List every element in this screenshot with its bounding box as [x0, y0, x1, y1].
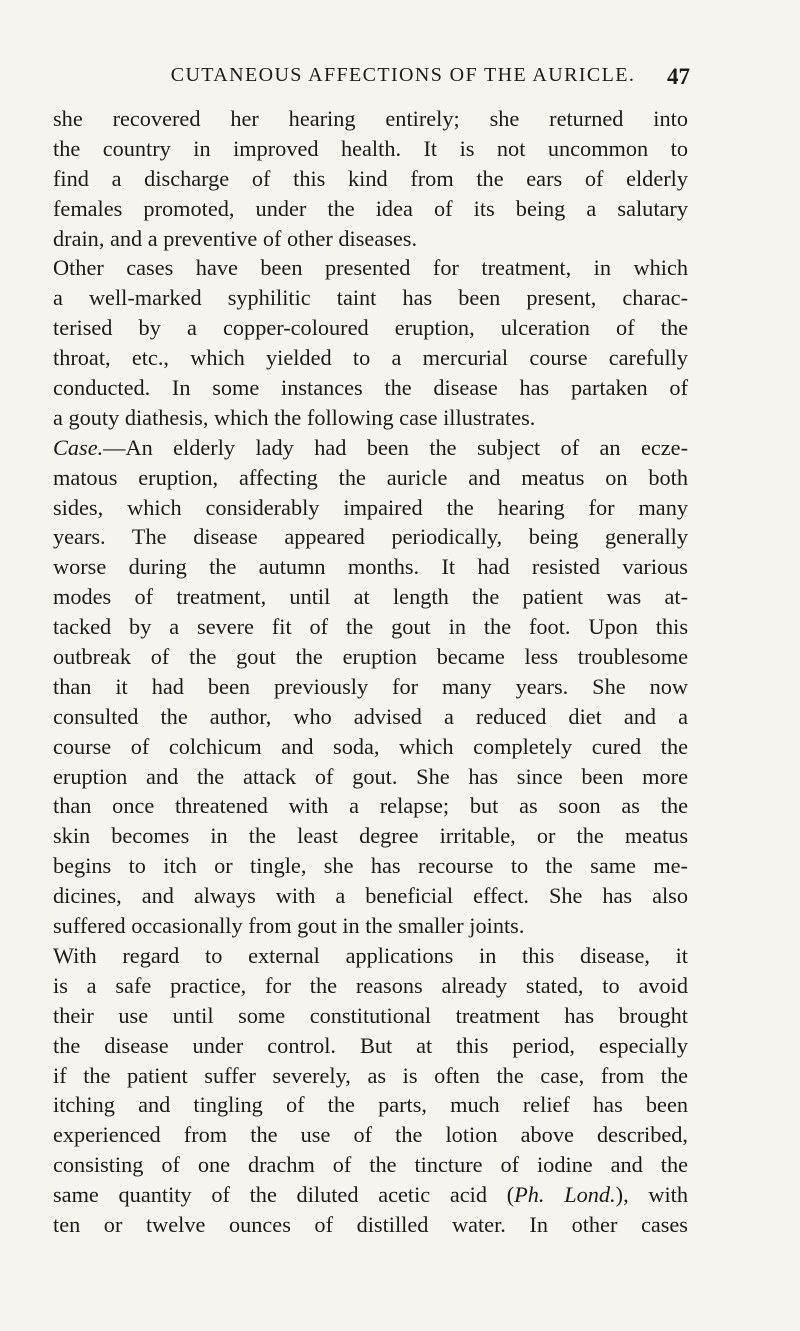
text-line: eruption and the attack of gout. She has since been more	[53, 763, 688, 789]
text-line: females promoted, under the idea of its being a salutary	[53, 195, 688, 221]
text-line: ten or twelve ounces of distilled water. In other cases	[53, 1211, 688, 1237]
citation-pharmacopoeia: Ph. Lond.	[514, 1182, 616, 1208]
text-line: terised by a copper-coloured eruption, ulceration of the	[53, 315, 688, 341]
text-line: experienced from the use of the lotion above described,	[53, 1122, 688, 1148]
text-line: Other cases have been presented for treatment, in which	[53, 255, 688, 281]
text-line: than once threatened with a relapse; but as soon as the	[53, 793, 688, 819]
text-line-citation	[53, 1180, 688, 1210]
case-text: —An elderly lady had been the subject of an ecze-	[103, 434, 688, 460]
text-line: find a discharge of this kind from the ears of elderly	[53, 165, 688, 191]
text-line: suffered occasionally from gout in the smaller joints.	[53, 913, 525, 939]
text-line: With regard to external applications in this disease, it	[53, 942, 688, 968]
text-line: consulted the author, who advised a reduced diet and a	[53, 703, 688, 729]
text-line: matous eruption, affecting the auricle and meatus on both	[53, 464, 688, 490]
text-line: course of colchicum and soda, which completely cured the	[53, 733, 688, 759]
text-line: tacked by a severe fit of the gout in the foot. Upon this	[53, 614, 688, 640]
text-line: the disease under control. But at this period, especially	[53, 1032, 688, 1058]
text-line: their use until some constitutional treatment has brought	[53, 1002, 688, 1028]
page-number: 47	[667, 64, 690, 89]
body-text	[53, 104, 688, 1240]
text-line: if the patient suffer severely, as is often the case, from the	[53, 1062, 688, 1088]
case-heading: Case.	[53, 434, 104, 460]
text-line: modes of treatment, until at length the patient was at-	[53, 584, 688, 610]
text-line: skin becomes in the least degree irritable, or the meatus	[53, 823, 688, 849]
text-line: begins to itch or tingle, she has recourse to the same me-	[53, 853, 688, 879]
text-line: a gouty diathesis, which the following case illustrates.	[53, 404, 536, 430]
text-line: worse during the autumn months. It had resisted various	[53, 554, 688, 580]
text-line: conducted. In some instances the disease has partaken of	[53, 375, 688, 401]
text-line: than it had been previously for many years. She now	[53, 673, 688, 699]
text-line: itching and tingling of the parts, much relief has been	[53, 1092, 688, 1118]
text-line: sides, which considerably impaired the hearing for many	[53, 494, 688, 520]
text-line: outbreak of the gout the eruption became less troublesome	[53, 644, 688, 670]
text-line: is a safe practice, for the reasons already stated, to avoid	[53, 972, 688, 998]
text-line: drain, and a preventive of other diseases.	[53, 225, 418, 251]
text-line: a well-marked syphilitic taint has been present, charac-	[53, 285, 688, 311]
running-title: CUTANEOUS AFFECTIONS OF THE AURICLE.	[170, 64, 636, 86]
text-line-case	[53, 433, 688, 463]
text-line: consisting of one drachm of the tincture of iodine and the	[53, 1152, 688, 1178]
text-line: she recovered her hearing entirely; she returned into	[53, 106, 688, 131]
text-line: years. The disease appeared periodically, being generally	[53, 524, 688, 550]
running-head	[120, 64, 690, 94]
text-line: throat, etc., which yielded to a mercurial course carefully	[53, 345, 688, 371]
citation-before: same quantity of the diluted acetic acid (	[53, 1182, 515, 1208]
text-line: dicines, and always with a beneficial effect. She has also	[53, 883, 688, 909]
citation-after: ), with	[615, 1182, 688, 1208]
text-line: the country in improved health. It is not uncommon to	[53, 135, 688, 161]
